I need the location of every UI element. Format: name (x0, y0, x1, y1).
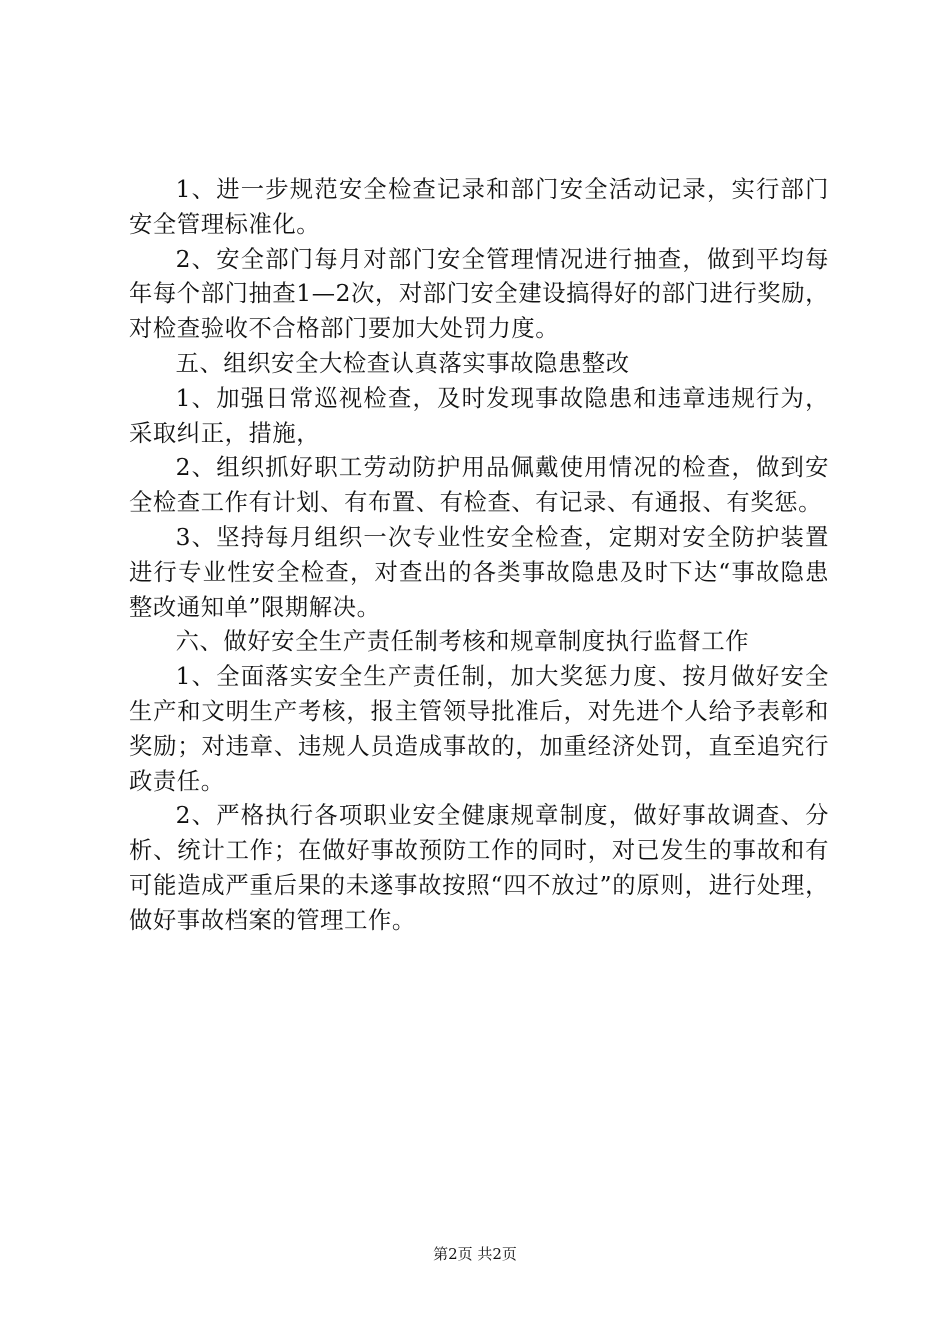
paragraph-item-1-responsibility-system: 1、全面落实安全生产责任制，加大奖惩力度、按月做好安全生产和文明生产考核，报主管领导批准后，对先进个人给予表彰和奖励；对违章、违规人员造成事故的，加重经济处罚，直至追究行政责任。 (129, 663, 829, 795)
paragraph-item-2-monthly-spot-check: 2、安全部门每月对部门安全管理情况进行抽查，做到平均每年每个部门抽查1—2次，对部门安全建设搞得好的部门进行奖励，对检查验收不合格部门要加大处罚力度。 (129, 245, 829, 343)
document-body (129, 173, 829, 939)
page-number-footer: 第2页 共2页 (433, 1245, 517, 1263)
section-heading-5: 五、组织安全大检查认真落实事故隐患整改 (175, 349, 630, 377)
paragraph-item-3-monthly-professional-check: 3、坚持每月组织一次专业性安全检查，定期对安全防护装置进行专业性安全检查，对查出的各类事故隐患及时下达“事故隐患整改通知单”限期解决。 (129, 523, 829, 621)
paragraph-item-2-regulations-enforcement: 2、严格执行各项职业安全健康规章制度，做好事故调查、分析、统计工作；在做好事故预防工作的同时，对已发生的事故和有可能造成严重后果的未遂事故按照“四不放过”的原则，进行处理，做好事故档案的管理工作。 (129, 802, 829, 934)
paragraph-item-2-protective-equipment: 2、组织抓好职工劳动防护用品佩戴使用情况的检查，做到安全检查工作有计划、有布置、有检查、有记录、有通报、有奖惩。 (129, 454, 829, 517)
section-heading-6: 六、做好安全生产责任制考核和规章制度执行监督工作 (175, 628, 750, 656)
paragraph-item-1-daily-inspection: 1、加强日常巡视检查，及时发现事故隐患和违章违规行为，采取纠正，措施， (129, 384, 829, 447)
paragraph-item-1-record-standardization: 1、进一步规范安全检查记录和部门安全活动记录，实行部门安全管理标准化。 (129, 176, 829, 238)
